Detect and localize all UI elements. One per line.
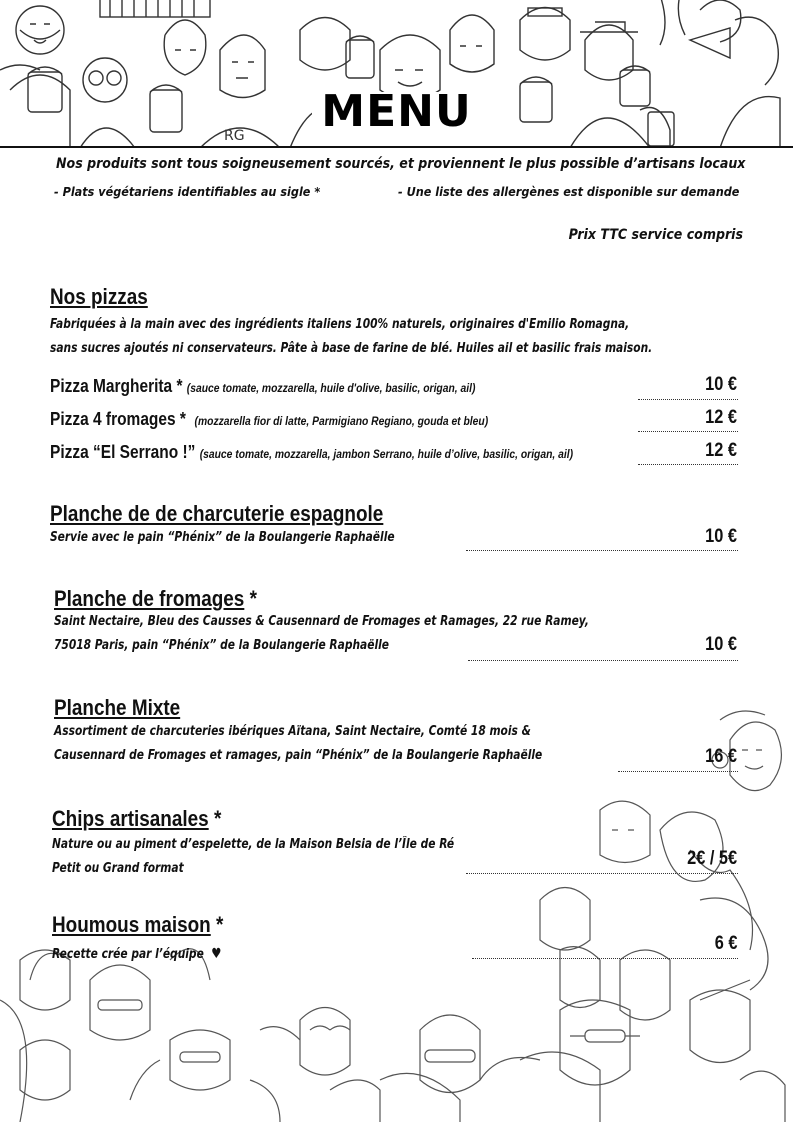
dot-leader bbox=[466, 550, 738, 551]
price-fromages: 10 € bbox=[705, 634, 737, 655]
mixte-section-title: Planche Mixte bbox=[54, 695, 181, 720]
chips-description-line2: Petit ou Grand format bbox=[52, 861, 184, 876]
prices-note: Prix TTC service compris bbox=[568, 227, 743, 243]
pizzas-description-line2: sans sucres ajoutés ni conservateurs. Pâte à base de farine de blé. Huiles ail et basilic frais maison. bbox=[50, 341, 653, 356]
intro-text: Nos produits sont tous soigneusement sourcés, et proviennent le plus possible d’artisans locaux bbox=[56, 156, 746, 172]
svg-text:RG: RG bbox=[224, 128, 245, 144]
chips-description-line1: Nature ou au piment d’espelette, de la Maison Belsia de l’Île de Ré bbox=[52, 837, 455, 852]
dot-leader bbox=[638, 399, 738, 400]
price-mixte: 16 € bbox=[705, 746, 737, 767]
allergens-note: - Une liste des allergènes est disponible sur demande bbox=[398, 184, 740, 199]
charcuterie-description: Servie avec le pain “Phénix” de la Boulangerie Raphaëlle bbox=[50, 530, 395, 545]
dot-leader bbox=[638, 431, 738, 432]
dot-leader bbox=[472, 958, 738, 959]
price-chips: 2€ / 5€ bbox=[687, 848, 737, 869]
price-houmous: 6 € bbox=[714, 933, 737, 954]
dot-leader bbox=[468, 660, 738, 661]
houmous-description: Recette crée par l’équipe ♥ bbox=[52, 946, 222, 962]
price-charcuterie: 10 € bbox=[705, 526, 737, 547]
houmous-section-title: Houmous maison * bbox=[52, 912, 224, 937]
vegetarian-note: - Plats végétariens identifiables au sigle * bbox=[54, 184, 321, 199]
dot-leader bbox=[466, 873, 738, 874]
pizza-margherita: Pizza Margherita * (sauce tomate, mozzarella, huile d'olive, basilic, origan, ail) bbox=[50, 376, 476, 396]
fromages-description-line1: Saint Nectaire, Bleu des Causses & Causennard de Fromages et Ramages, 22 rue Ramey, bbox=[54, 614, 589, 629]
chips-section-title: Chips artisanales * bbox=[52, 806, 222, 831]
fromages-description-line2: 75018 Paris, pain “Phénix” de la Boulangerie Raphaëlle bbox=[54, 638, 390, 653]
dot-leader bbox=[618, 771, 738, 772]
mixte-description-line1: Assortiment de charcuteries ibériques Aïtana, Saint Nectaire, Comté 18 mois & bbox=[54, 724, 531, 739]
charcuterie-section-title: Planche de de charcuterie espagnole bbox=[50, 501, 384, 526]
price-4-fromages: 12 € bbox=[705, 407, 737, 428]
mixte-description-line2: Causennard de Fromages et ramages, pain “Phénix” de la Boulangerie Raphaëlle bbox=[54, 748, 543, 763]
pizza-el-serrano: Pizza “El Serrano !” (sauce tomate, mozzarella, jambon Serrano, huile d’olive, basilic, origan, ail) bbox=[50, 442, 574, 462]
pizzas-section-title: Nos pizzas bbox=[50, 284, 148, 309]
heart-icon: ♥ bbox=[211, 946, 222, 962]
price-el-serrano: 12 € bbox=[705, 440, 737, 461]
dot-leader bbox=[638, 464, 738, 465]
price-margherita: 10 € bbox=[705, 374, 737, 395]
header-divider bbox=[0, 146, 793, 148]
pizza-4-fromages: Pizza 4 fromages * (mozzarella fior di latte, Parmigiano Regiano, gouda et bleu) bbox=[50, 409, 489, 429]
fromages-section-title: Planche de fromages * bbox=[54, 586, 257, 611]
page-title: MENU bbox=[321, 86, 472, 137]
pizzas-description-line1: Fabriquées à la main avec des ingrédients italiens 100% naturels, originaires d'Emilio Romagna, bbox=[50, 317, 630, 332]
